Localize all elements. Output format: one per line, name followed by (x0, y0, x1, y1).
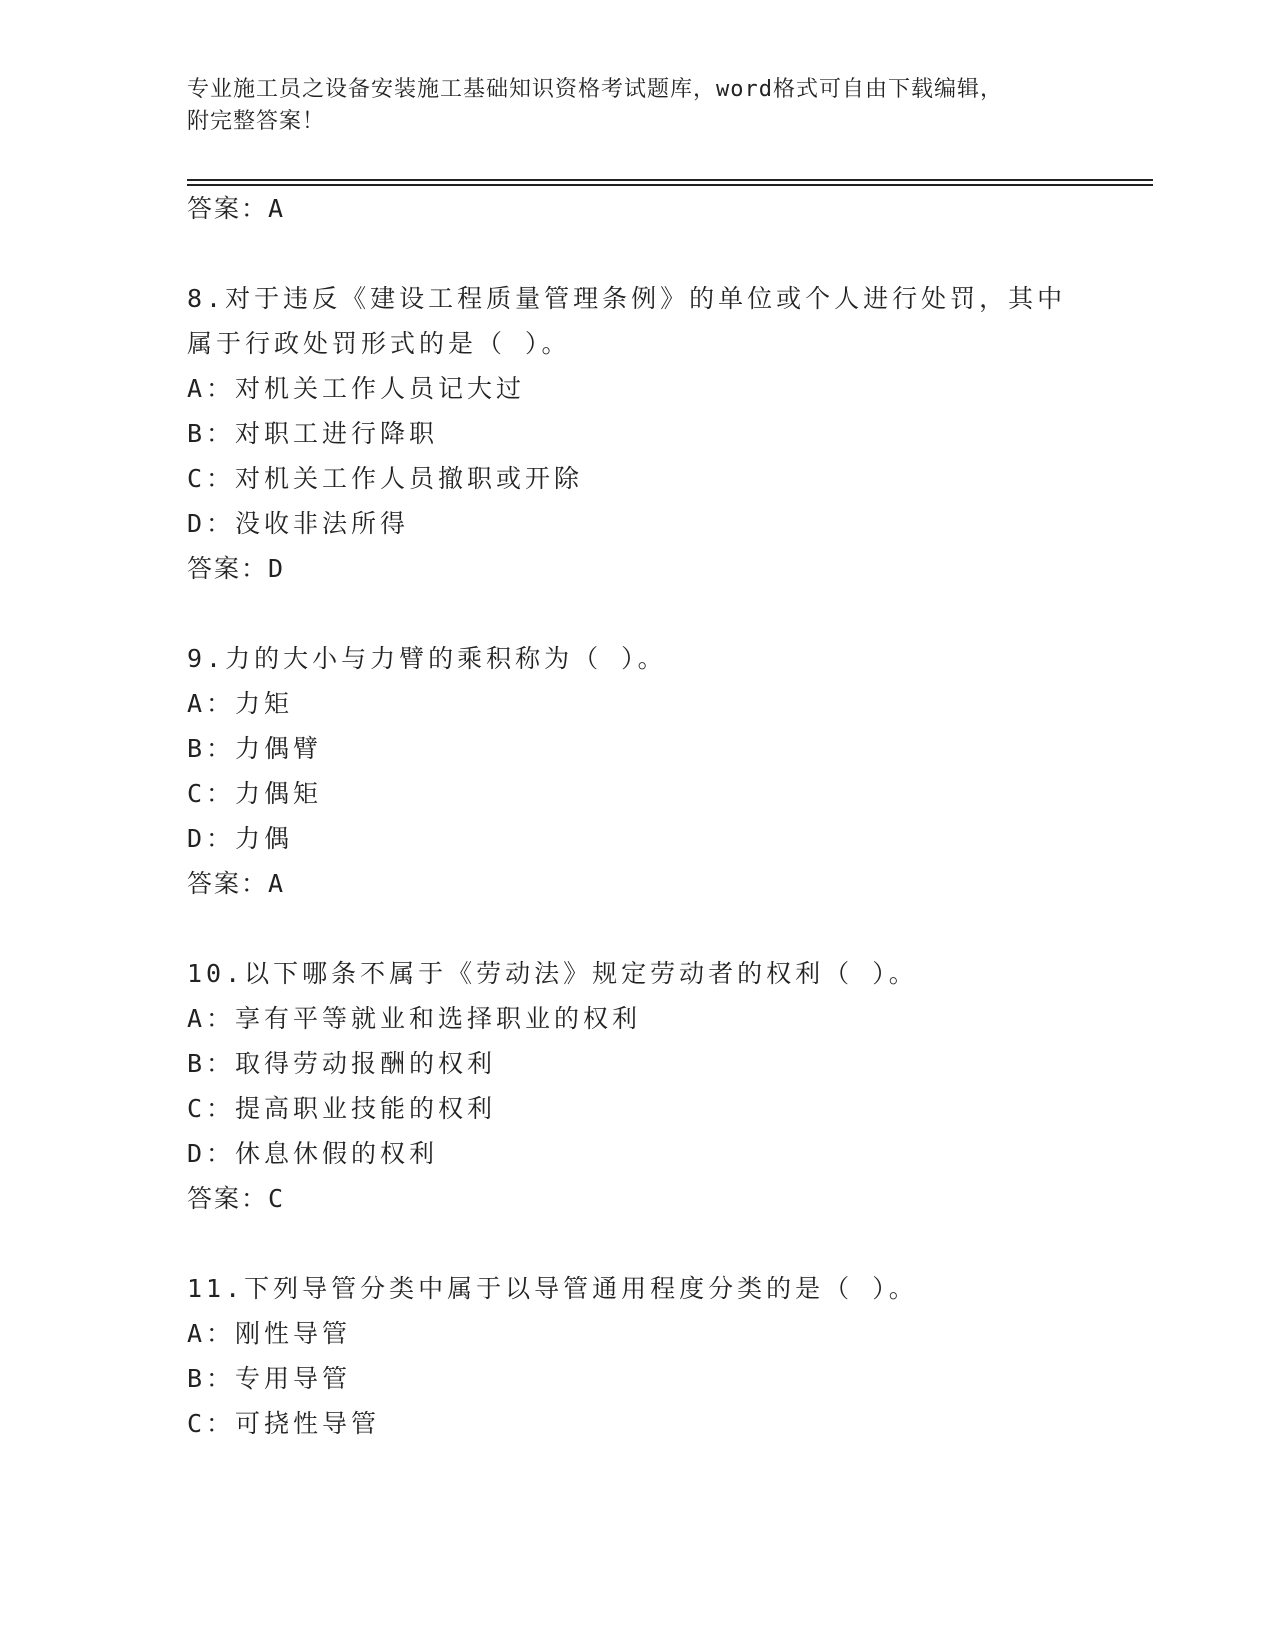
answer-previous: 答案：A (187, 194, 286, 223)
question-9-stem: 9.力的大小与力臂的乘积称为（ ）。 (187, 644, 667, 673)
page-header (187, 74, 1087, 138)
question-8-stem-line-2: 属于行政处罚形式的是（ ）。 (187, 329, 571, 358)
question-11-option-a: A：刚性导管 (187, 1319, 352, 1348)
question-10-stem: 10.以下哪条不属于《劳动法》规定劳动者的权利（ ）。 (187, 959, 918, 988)
question-8-stem-line-1: 8.对于违反《建设工程质量管理条例》的单位或个人进行处罚，其中 (187, 284, 1067, 313)
question-10-answer: 答案：C (187, 1184, 286, 1213)
question-10-option-b: B：取得劳动报酬的权利 (187, 1049, 497, 1078)
question-11-stem: 11.下列导管分类中属于以导管通用程度分类的是（ ）。 (187, 1274, 918, 1303)
header-divider-bottom (187, 184, 1153, 186)
question-9-answer: 答案：A (187, 869, 286, 898)
question-8-option-b: B：对职工进行降职 (187, 419, 439, 448)
question-8-answer: 答案：D (187, 554, 286, 583)
question-8-option-c: C：对机关工作人员撤职或开除 (187, 464, 584, 493)
question-9-option-b: B：力偶臂 (187, 734, 323, 763)
question-11-option-c: C：可挠性导管 (187, 1409, 381, 1438)
question-10-option-c: C：提高职业技能的权利 (187, 1094, 497, 1123)
question-9-option-a: A：力矩 (187, 689, 294, 718)
question-9-option-c: C：力偶矩 (187, 779, 323, 808)
question-11-option-b: B：专用导管 (187, 1364, 352, 1393)
question-10-option-d: D：休息休假的权利 (187, 1139, 439, 1168)
header-title-line-1: 专业施工员之设备安装施工基础知识资格考试题库，word格式可自由下载编辑， (187, 77, 1003, 102)
question-8-option-d: D：没收非法所得 (187, 509, 410, 538)
header-divider-top (187, 179, 1153, 181)
question-8-option-a: A：对机关工作人员记大过 (187, 374, 526, 403)
question-9-option-d: D：力偶 (187, 824, 294, 853)
header-title-line-2: 附完整答案！ (187, 109, 326, 134)
question-10-option-a: A：享有平等就业和选择职业的权利 (187, 1004, 642, 1033)
